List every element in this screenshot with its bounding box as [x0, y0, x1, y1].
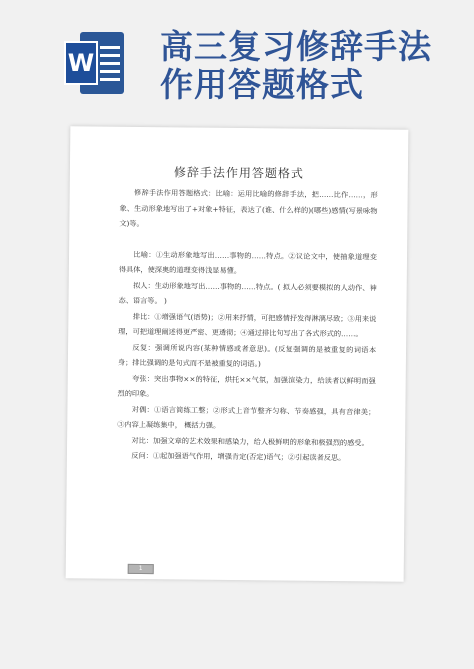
paragraph-intro: 修辞手法作用答题格式：比喻：运用比喻的修辞手法，把……比作……，形象、生动形象地写出了+对象+特征，表达了(谁、什么样的)(哪些)感情(写景咏物文)等。	[119, 187, 378, 229]
document-page	[66, 126, 409, 582]
word-letter-badge: W	[64, 41, 98, 85]
banner-title-line-2: 作用答题格式	[160, 65, 364, 104]
banner-title	[160, 28, 460, 104]
document-title: 修辞手法作用答题格式	[173, 165, 304, 181]
paragraph-metaphor: 比喻：①生动形象地写出……事物的……特点。②议论文中，使抽象道理变得具体，使深奥的道理变得浅显易懂。	[118, 249, 378, 276]
word-document-icon	[64, 32, 124, 94]
paragraph-rhetorical-question: 反问：①起加强语气作用，增强肯定(否定)语气；②引起读者反思。	[131, 450, 346, 463]
paragraph-hyperbole: 夸张：突出事物××的特征，烘托××气氛，加强渲染力，给读者以鲜明而强烈的印象。	[117, 373, 376, 399]
banner	[0, 0, 474, 122]
document-body	[117, 185, 378, 466]
paragraph-parallelism: 排比：①增强语气(语势)；②用来抒情，可把感情抒发得淋漓尽致；③用来说理，可把道理阐述得更严密、更透彻；④通过排比句写出了各式形式的……。	[118, 311, 377, 339]
banner-title-line-1: 高三复习修辞手法	[160, 27, 432, 66]
paragraph-personification: 拟人：生动形象地写出……事物的……特点。( 拟人必须要模拟的人动作、神态、语言等。 )	[118, 280, 377, 306]
paragraph-contrast: 对比：加强文章的艺术效果和感染力，给人极鲜明的形象和极强烈的感受。	[131, 435, 369, 447]
paragraph-repetition: 反复：强调所说内容(某种情感或者意思)。(反复强调的是被重复的词语本身；排比强调的是句式而不是被重复的词语。)	[117, 342, 377, 369]
page-number: 1	[128, 564, 154, 574]
paragraph-antithesis: 对偶：①语言简练工整；②形式上音节整齐匀称、节奏感强，具有音律美；③内容上凝练集中， 概括力强。	[117, 404, 376, 430]
